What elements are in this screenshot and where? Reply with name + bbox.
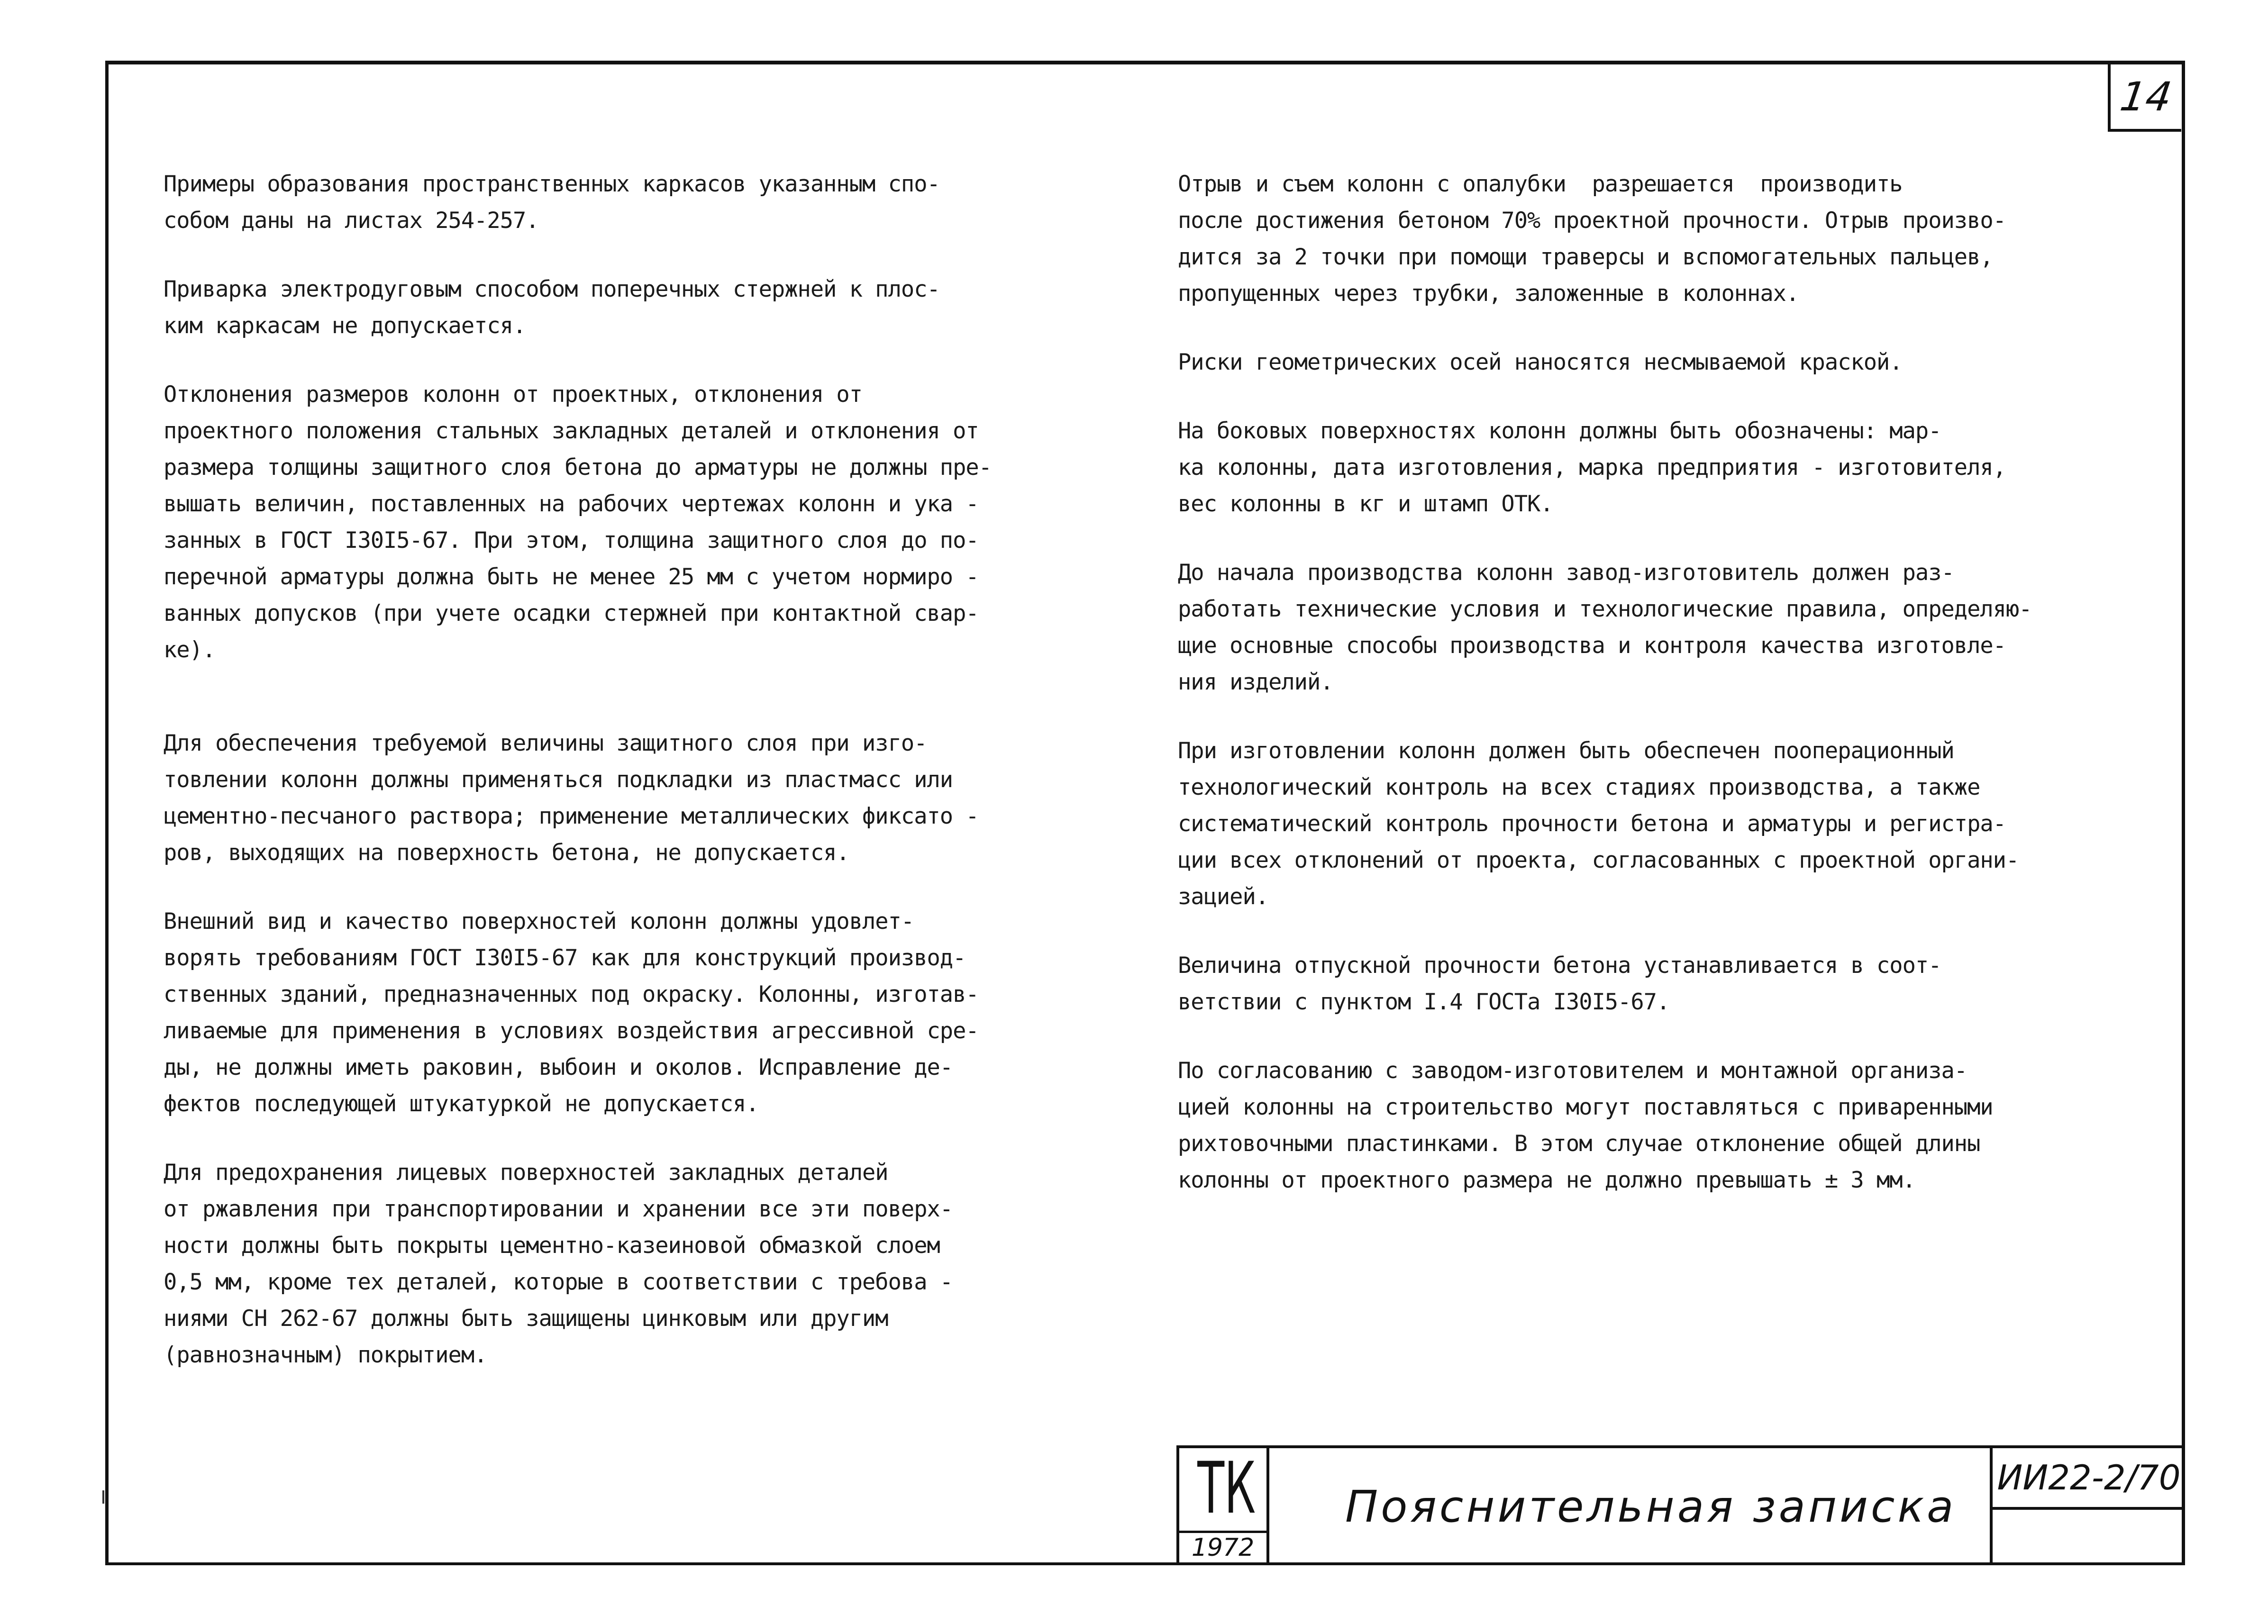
document-code: ИИ22-2/70 <box>1997 1458 2181 1497</box>
document-code-cell <box>1990 1448 2185 1510</box>
paragraph: Отклонения размеров колонн от проектных, отклонения от проектного положения стальных закладных деталей и отклонения от размера толщины защитного слоя бетона до арматуры не должны пре- вышать величин, поставленных на рабочих чертежах колонн и ука - занных в ГОСТ I30I5-67. При этом, толщина защитного слоя до по- перечной арматуры должна быть не менее 25 мм с учетом нормиро - ванных допусков (при учете осадки стержней при контактной свар- ке). <box>164 381 992 663</box>
paragraph: Величина отпускной прочности бетона устанавливается в соот- ветствии с пунктом I.4 ГОСТа I30I5-67. <box>1178 953 1941 1015</box>
page-number-box <box>2108 64 2181 132</box>
organization-stamp <box>1179 1448 1269 1564</box>
page-number: 14 <box>2117 73 2175 120</box>
paragraph: Отрыв и съем колонн с опалубки разрешается производить после достижения бетоном 70% проектной прочности. Отрыв произво- дится за 2 точки при помощи траверсы и вспомогательных пальцев, пропущенных через трубки, заложенные в колоннах. <box>1178 171 2006 307</box>
paragraph: По согласованию с заводом-изготовителем и монтажной организа- цией колонны на строительство могут поставляться с приваренными рихтовочными пластинками. В этом случае отклонение общей длины колонны от проектного размера не должно превышать ± 3 мм. <box>1178 1058 1993 1193</box>
paragraph: На боковых поверхностях колонн должны быть обозначены: мар- ка колонны, дата изготовления, марка предприятия - изготовителя, вес колонны в кг и штамп ОТК. <box>1178 418 2006 517</box>
paragraph: Для обеспечения требуемой величины защитного слоя при изго- товлении колонн должны применяться подкладки из пластмасс или цементно-песчаного раствора; применение металлических фиксато - ров, выходящих на поверхность бетона, не допускается. <box>164 730 979 866</box>
paragraph: Для предохранения лицевых поверхностей закладных деталей от ржавления при транспортировании и хранении все эти поверх- ности должны быть покрыты цементно-казеиновой обмазкой слоем 0,5 мм, кроме тех деталей, которые в соответствии с требова - ниями СН 262-67 должны быть защищены цинковым или другим (равнозначным) покрытием. <box>164 1160 953 1368</box>
organization-year: 1972 <box>1191 1533 1255 1562</box>
paragraph: Внешний вид и качество поверхностей колонн должны удовлет- ворять требованиям ГОСТ I30I5-67 как для конструкций производ- ственных зданий, предназначенных под окраску. Колонны, изготав- ливаемые для применения в условиях воздействия агрессивной сре- ды, не должны иметь раковин, выбоин и околов. Исправление де- фектов последующей штукатуркой не допускается. <box>164 908 979 1117</box>
paragraph: До начала производства колонн завод-изготовитель должен раз- работать технические условия и технологические правила, определяю- щие основные способы производства и контроля качества изготовле- ния изделий. <box>1178 560 2032 695</box>
paragraph: Приварка электродуговым способом поперечных стержней к плос- ким каркасам не допускается. <box>164 276 940 339</box>
document-title: Пояснительная записка <box>1345 1481 1957 1532</box>
divider <box>1179 1531 1266 1533</box>
organization-mark: ТК <box>1197 1447 1256 1530</box>
title-block <box>1176 1445 2185 1564</box>
right-text-column <box>1178 166 2164 1198</box>
paragraph: Примеры образования пространственных каркасов указанным спо- собом даны на листах 254-257. <box>164 171 940 234</box>
paragraph: При изготовлении колонн должен быть обеспечен пооперационный технологический контроль на всех стадиях производства, а также систематический контроль прочности бетона и арматуры и регистра- ции всех отклонений от проекта, согласованных с проектной органи- зацией. <box>1178 738 2019 910</box>
scan-mark <box>102 1490 104 1504</box>
empty-cell <box>1990 1510 2185 1564</box>
paragraph: Риски геометрических осей наносятся несмываемой краской. <box>1178 349 1903 375</box>
left-text-column <box>164 166 1107 1373</box>
